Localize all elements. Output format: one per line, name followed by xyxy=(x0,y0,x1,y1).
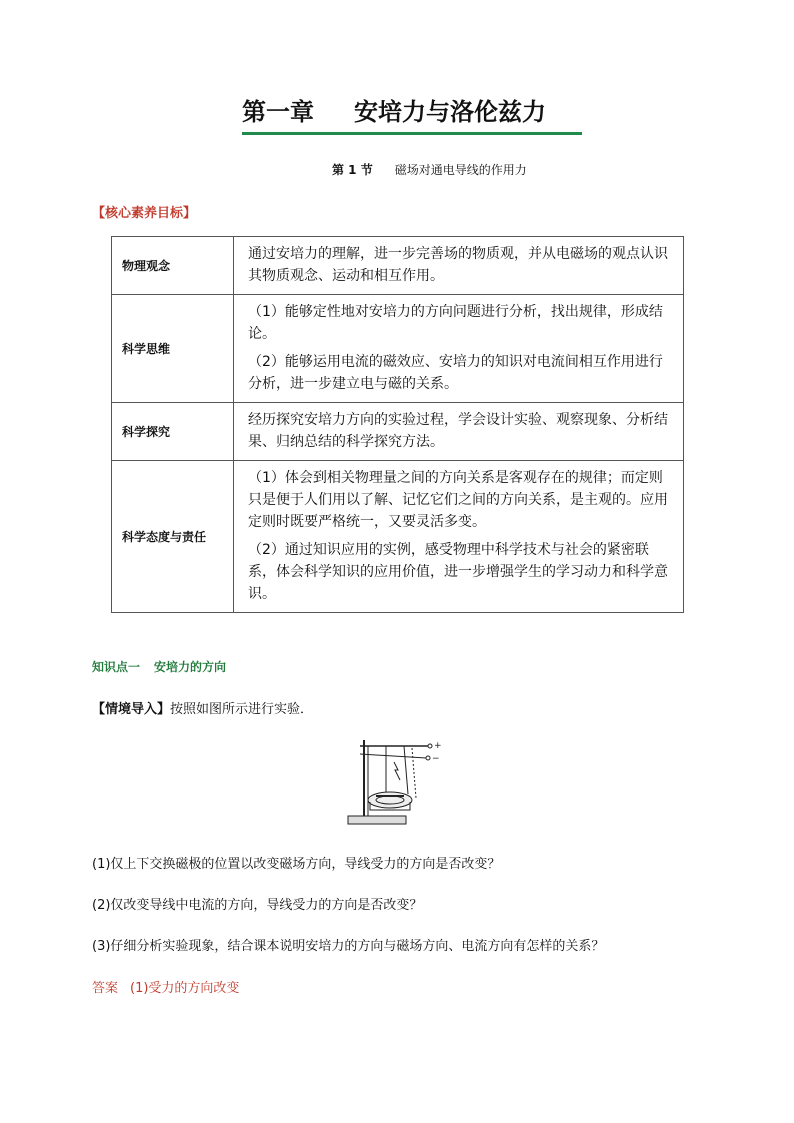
horseshoe-magnet xyxy=(368,792,412,808)
goals-table xyxy=(111,236,684,613)
goal-paragraph: （1）体会到相关物理量之间的方向关系是客观存在的规律；而定则只是便于人们用以了解、记忆它们之间的方向关系，是主观的。应用定则时既要严格统一，又要灵活多变。 xyxy=(248,469,668,530)
plus-sign: + xyxy=(434,741,442,751)
goal-description xyxy=(234,403,684,461)
goal-category: 科学态度与责任 xyxy=(112,461,234,613)
goals-heading: 【核心素养目标】 xyxy=(92,206,197,221)
goal-paragraph: （2）能够运用电流的磁效应、安培力的知识对电流间相互作用进行分析，进一步建立电与磁的关系。 xyxy=(248,353,663,392)
hanging-wire-right xyxy=(404,746,408,794)
goal-category: 科学探究 xyxy=(112,403,234,461)
section-number: 第 1 节 xyxy=(332,163,373,177)
knowledge-point-label: 知识点一 xyxy=(92,660,141,674)
answer xyxy=(92,977,239,996)
knowledge-point-heading xyxy=(92,658,226,675)
lower-arm xyxy=(360,754,426,758)
answer-text: (1)受力的方向改变 xyxy=(130,981,240,996)
question-3: (3)仔细分析实验现象，结合课本说明安培力的方向与磁场方向、电流方向有怎样的关系？ xyxy=(92,939,605,954)
section-title xyxy=(332,161,527,178)
knowledge-point-title: 安培力的方向 xyxy=(154,660,227,674)
table-row xyxy=(112,403,684,461)
question-1: (1)仅上下交换磁极的位置以改变磁场方向，导线受力的方向是否改变？ xyxy=(92,857,501,872)
chapter-name: 安培力与洛伦兹力 xyxy=(354,97,546,126)
scenario-text: 按照如图所示进行实验． xyxy=(170,702,314,717)
goal-paragraph: 经历探究安培力方向的实验过程，学会设计实验、观察现象、分析结果、归纳总结的科学探究方法。 xyxy=(248,411,668,450)
chapter-number: 第一章 xyxy=(242,97,314,126)
scenario-intro xyxy=(92,698,313,717)
terminal-minus xyxy=(426,756,430,760)
goal-category: 物理观念 xyxy=(112,237,234,295)
goal-paragraph: （1）能够定性地对安培力的方向问题进行分析，找出规律，形成结论。 xyxy=(248,303,663,342)
table-row xyxy=(112,295,684,403)
answer-tag: 答案 xyxy=(92,981,119,996)
goal-paragraph: （2）通过知识应用的实例，感受物理中科学技术与社会的紧密联系，体会科学知识的应用价值，进一步增强学生的学习动力和科学意识。 xyxy=(248,541,668,602)
goal-paragraph: 通过安培力的理解，进一步完善场的物质观，并从电磁场的观点认识其物质观念、运动和相互作用。 xyxy=(248,245,668,284)
question-2: (2)仅改变导线中电流的方向，导线受力的方向是否改变？ xyxy=(92,898,423,913)
table-row xyxy=(112,461,684,613)
section-name: 磁场对通电导线的作用力 xyxy=(394,163,527,177)
goal-description xyxy=(234,295,684,403)
force-indicator xyxy=(394,762,400,780)
table-row xyxy=(112,237,684,295)
deflected-wire xyxy=(412,748,416,798)
chapter-title xyxy=(242,96,582,135)
stand-base xyxy=(348,816,406,824)
goal-description xyxy=(234,461,684,613)
goal-category: 科学思维 xyxy=(112,295,234,403)
scenario-tag: 【情境导入】 xyxy=(92,702,171,717)
goal-description xyxy=(234,237,684,295)
experiment-apparatus-figure xyxy=(346,736,446,828)
minus-sign: − xyxy=(432,754,440,764)
terminal-plus xyxy=(428,744,432,748)
